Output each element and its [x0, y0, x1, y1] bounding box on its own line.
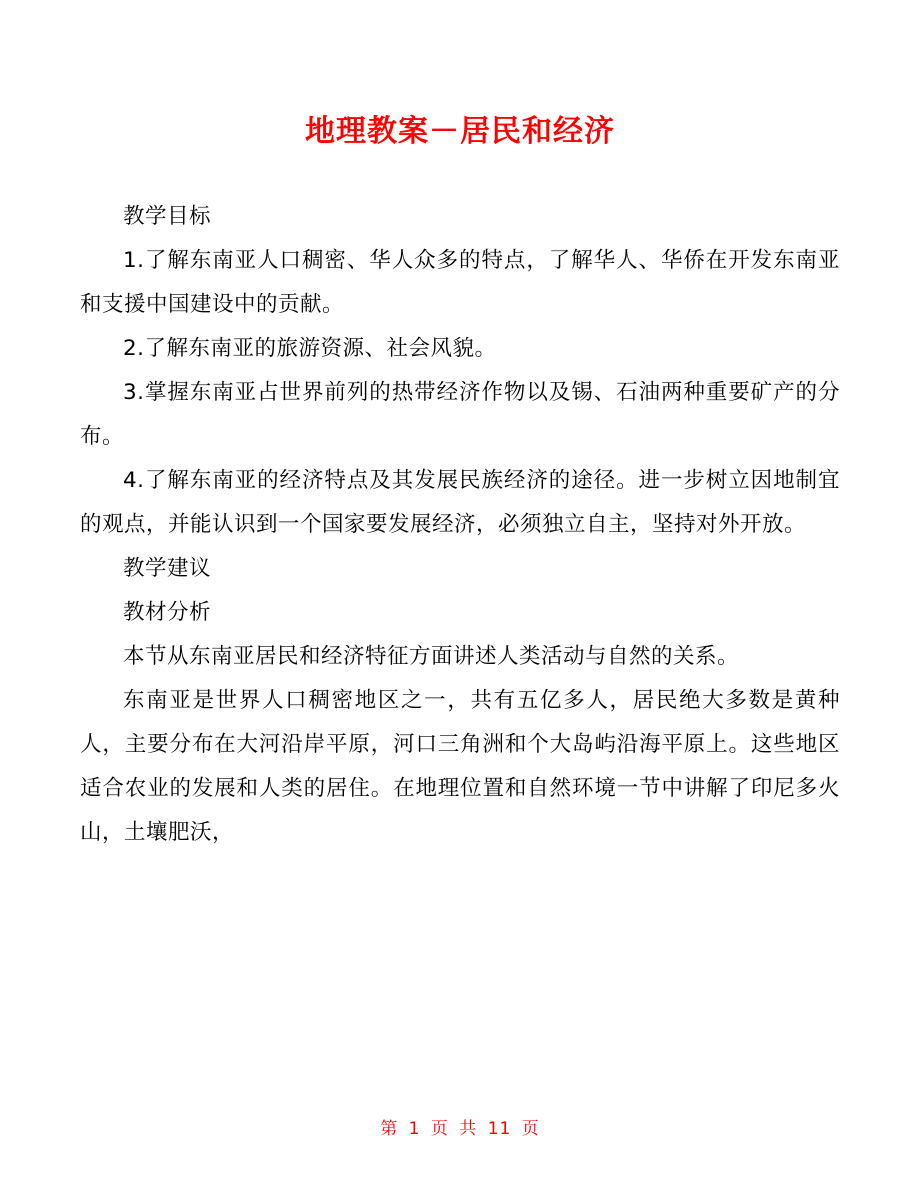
- footer-total-pages: 11: [487, 1119, 512, 1139]
- footer-of-label: 共: [459, 1119, 478, 1139]
- paragraph: 教材分析: [123, 600, 212, 625]
- paragraph: 教学建议: [123, 556, 212, 581]
- page-footer: [0, 1114, 920, 1139]
- paragraph: 4.了解东南亚的经济特点及其发展民族经济的途径。进一步树立因地制宜的观点，并能认识到一个国家要发展经济，必须独立自主，坚持对外开放。: [80, 468, 840, 537]
- footer-page-unit: 页: [430, 1119, 449, 1139]
- document-body: [80, 195, 840, 855]
- paragraph: 本节从东南亚居民和经济特征方面讲述人类活动与自然的关系。: [123, 644, 740, 669]
- footer-suffix: 页: [521, 1119, 540, 1139]
- footer-prefix: 第: [380, 1119, 399, 1139]
- footer-current-page: 1: [408, 1119, 421, 1139]
- paragraph: 3.掌握东南亚占世界前列的热带经济作物以及锡、石油两种重要矿产的分布。: [80, 380, 840, 449]
- page-title: 地理教案－居民和经济: [305, 114, 615, 149]
- paragraph: 教学目标: [123, 204, 212, 229]
- paragraph: 1.了解东南亚人口稠密、华人众多的特点，了解华人、华侨在开发东南亚和支援中国建设中的贡献。: [80, 248, 840, 317]
- paragraph: 东南亚是世界人口稠密地区之一，共有五亿多人，居民绝大多数是黄种人，主要分布在大河沿岸平原，河口三角洲和个大岛屿沿海平原上。这些地区适合农业的发展和人类的居住。在地理位置和自然环境一节中讲解了印尼多火山，土壤肥沃，: [80, 688, 840, 845]
- paragraph: 2.了解东南亚的旅游资源、社会风貌。: [123, 336, 497, 361]
